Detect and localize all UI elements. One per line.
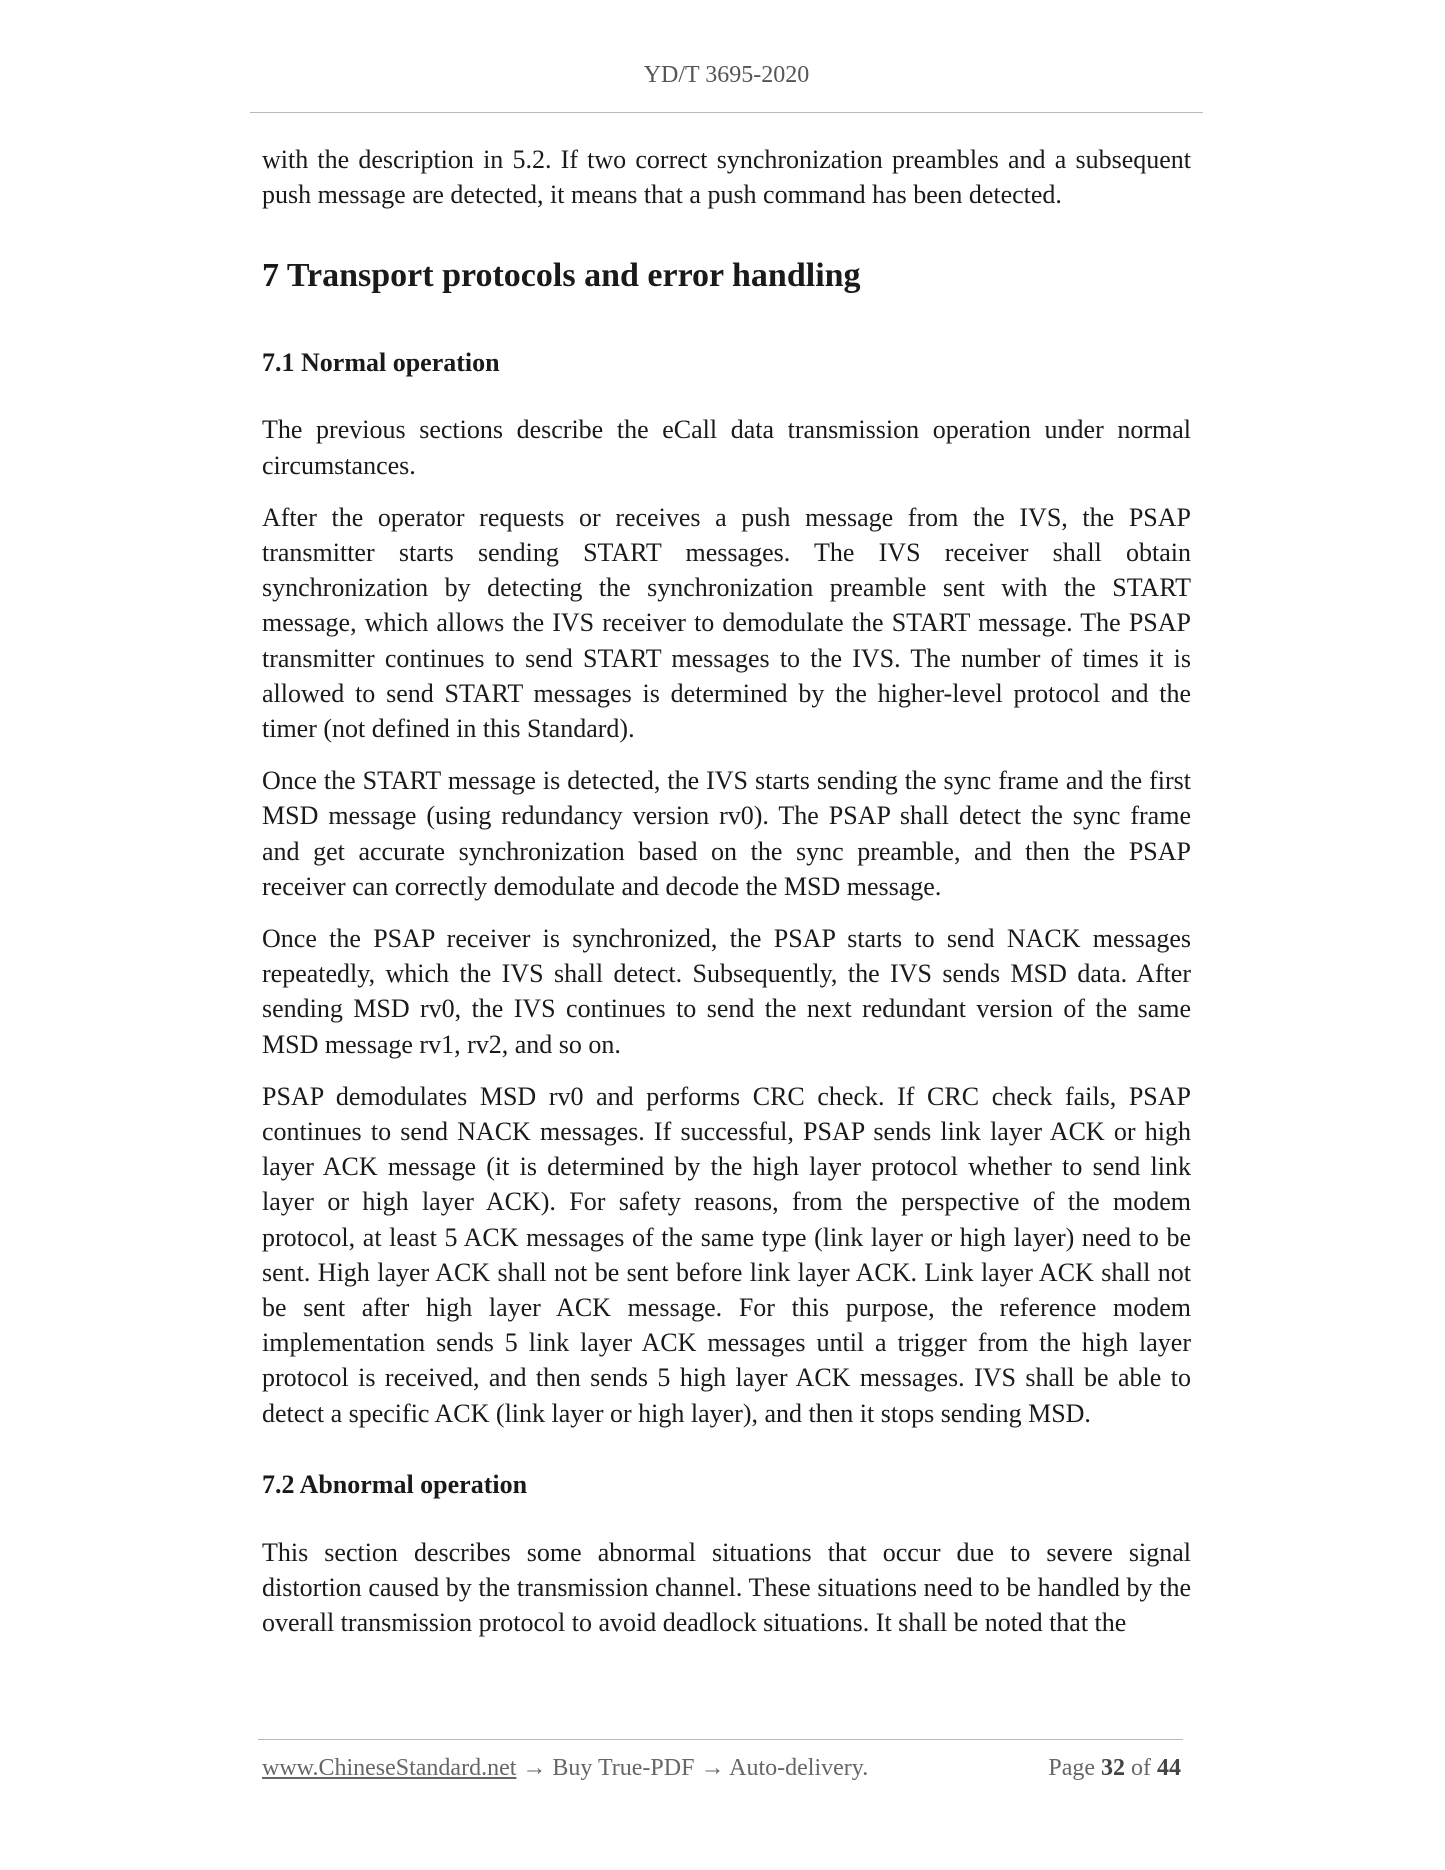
subsection-heading-normal: 7.1 Normal operation xyxy=(262,348,500,378)
page-label: Page xyxy=(1048,1755,1095,1781)
footer-divider xyxy=(258,1739,1183,1740)
page-header: YD/T 3695-2020 xyxy=(643,62,810,88)
page-number xyxy=(1048,1755,1181,1782)
paragraph: The previous sections describe the eCall data transmission operation under normal circumstances. xyxy=(262,415,1191,480)
arrow-right-icon: → xyxy=(700,1755,725,1781)
buy-pdf-text: Buy True-PDF xyxy=(552,1755,695,1781)
paragraph: Once the PSAP receiver is synchronized, the PSAP starts to send NACK messages repeatedly, which the IVS shall detect. Subsequently, the IVS sends MSD data. After sending MSD rv0, the IVS continues to send the next redundant version of the same MSD message rv1, rv2, and so on. xyxy=(262,924,1191,1059)
current-page: 32 xyxy=(1101,1755,1125,1781)
footer-links xyxy=(262,1755,868,1782)
page-content xyxy=(262,142,1191,1641)
subsection-heading-abnormal: 7.2 Abnormal operation xyxy=(262,1469,528,1499)
paragraph: PSAP demodulates MSD rv0 and performs CRC check. If CRC check fails, PSAP continues to send NACK messages. If successful, PSAP sends link layer ACK or high layer ACK message (it is determined by the high layer protocol whether to send link layer or high layer ACK). For safety reasons, from the perspective of the modem protocol, at least 5 ACK messages of the same type (link layer or high layer) need to be sent. High layer ACK shall not be sent before link layer ACK. Link layer ACK shall not be sent after high layer ACK message. For this purpose, the reference modem implementation sends 5 link layer ACK messages until a trigger from the high layer protocol is received, and then sends 5 high layer ACK messages. IVS shall be able to detect a specific ACK (link layer or high layer), and then it stops sending MSD. xyxy=(262,1081,1191,1428)
site-link[interactable]: www.ChineseStandard.net xyxy=(262,1755,517,1781)
paragraph: Once the START message is detected, the IVS starts sending the sync frame and the first MSD message (using redundancy version rv0). The PSAP shall detect the sync frame and get accurate synchronization based on the sync preamble, and then the PSAP receiver can correctly demodulate and decode the MSD message. xyxy=(262,766,1191,901)
header-divider xyxy=(250,112,1203,113)
page-footer xyxy=(262,1755,1183,1789)
arrow-right-icon: → xyxy=(522,1755,547,1781)
paragraph: This section describes some abnormal situations that occur due to severe signal distortion caused by the transmission channel. These situations need to be handled by the overall transmission protocol to avoid deadlock situations. It shall be noted that the xyxy=(262,1537,1191,1638)
intro-paragraph: with the description in 5.2. If two correct synchronization preambles and a subsequent push message are detected, it means that a push command has been detected. xyxy=(262,145,1191,210)
total-pages: 44 xyxy=(1157,1755,1181,1781)
section-heading: 7 Transport protocols and error handling xyxy=(262,257,861,295)
paragraph: After the operator requests or receives a push message from the IVS, the PSAP transmitter starts sending START messages. The IVS receiver shall obtain synchronization by detecting the synchronization preamble sent with the START message, which allows the IVS receiver to demodulate the START message. The PSAP transmitter continues to send START messages to the IVS. The number of times it is allowed to send START messages is determined by the higher-level protocol and the timer (not defined in this Standard). xyxy=(262,502,1191,744)
of-label: of xyxy=(1131,1755,1151,1781)
delivery-text: Auto-delivery. xyxy=(729,1755,869,1781)
